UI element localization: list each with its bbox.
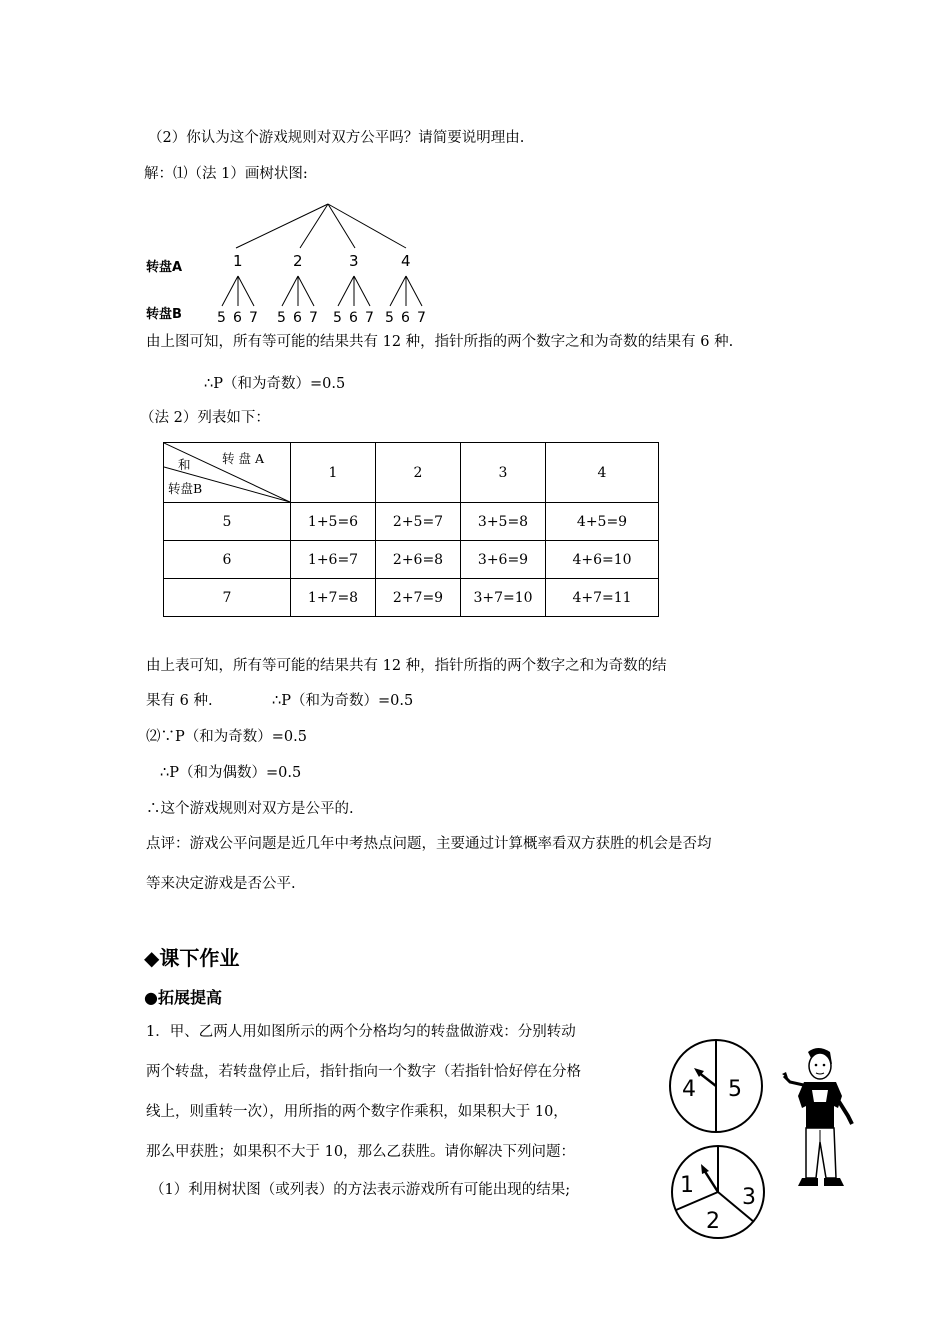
table-summary-2a: 果有 6 种. — [146, 693, 213, 709]
table-cell: 4+6=10 — [546, 541, 659, 579]
problem-1-line-5: （1）利用树状图（或列表）的方法表示游戏所有可能出现的结果; — [150, 1182, 571, 1198]
tree-leaf: 5 — [277, 310, 286, 326]
sum-table — [163, 442, 659, 617]
conclusion: ∴这个游戏规则对双方是公平的. — [146, 801, 354, 817]
tree-node: 2 — [293, 252, 303, 270]
comment-2: 等来决定游戏是否公平. — [146, 876, 296, 892]
probability-even: ∴P（和为偶数）=0.5 — [160, 765, 302, 781]
table-cell: 4+7=11 — [546, 579, 659, 617]
table-col-header: 1 — [291, 443, 376, 503]
table-row — [164, 579, 659, 617]
spinners-illustration — [668, 1032, 768, 1242]
tree-leaf: 7 — [417, 310, 426, 326]
tree-leaf: 7 — [365, 310, 374, 326]
corner-label-bottom: 转盘B — [168, 481, 203, 496]
spinner-bottom-label: 3 — [742, 1185, 756, 1210]
spinner-bottom — [672, 1146, 764, 1238]
spinner-top — [670, 1040, 762, 1132]
table-cell: 2+6=8 — [376, 541, 461, 579]
section-title: ◆课下作业 — [144, 946, 240, 970]
table-cell: 1+7=8 — [291, 579, 376, 617]
corner-label-mid: 和 — [178, 457, 191, 472]
tree-leaf: 5 — [333, 310, 342, 326]
tree-node: 4 — [401, 252, 411, 270]
table-corner-cell — [164, 443, 291, 503]
tree-leaf: 7 — [249, 310, 258, 326]
spinner-bottom-label: 2 — [706, 1209, 720, 1234]
tree-leaf: 6 — [401, 310, 410, 326]
tree-node: 1 — [233, 252, 243, 270]
tree-label-a: 转盘A — [146, 260, 183, 275]
problem-1-line-4: 那么甲获胜；如果积不大于 10，那么乙获胜。请你解决下列问题： — [146, 1144, 576, 1160]
tree-node: 3 — [349, 252, 359, 270]
table-cell: 2+7=9 — [376, 579, 461, 617]
table-row-label: 6 — [164, 541, 291, 579]
corner-label-top: 转 盘 A — [222, 451, 264, 466]
spinner-bottom-label: 1 — [680, 1173, 694, 1198]
table-row-label: 7 — [164, 579, 291, 617]
table-cell: 3+7=10 — [461, 579, 546, 617]
table-summary-1: 由上表可知，所有等可能的结果共有 12 种，指针所指的两个数字之和为奇数的结 — [146, 658, 667, 674]
because-line: ⑵∵P（和为奇数）=0.5 — [146, 729, 307, 745]
tree-leaf: 5 — [217, 310, 226, 326]
tree-leaf: 5 — [385, 310, 394, 326]
tree-leaf: 7 — [309, 310, 318, 326]
tree-leaf: 6 — [233, 310, 242, 326]
solution-intro: 解：⑴（法 1）画树状图: — [144, 166, 308, 182]
table-row — [164, 541, 659, 579]
problem-1-line-3: 线上，则重转一次），用所指的两个数字作乘积，如果积大于 10， — [146, 1104, 568, 1120]
tree-summary: 由上图可知，所有等可能的结果共有 12 种，指针所指的两个数字之和为奇数的结果有 6 种. — [146, 334, 734, 350]
comment-1: 点评：游戏公平问题是近几年中考热点问题，主要通过计算概率看双方获胜的机会是否均 — [146, 836, 712, 852]
table-cell: 1+5=6 — [291, 503, 376, 541]
tree-leaf: 6 — [349, 310, 358, 326]
tree-leaf: 6 — [293, 310, 302, 326]
problem-1-line-2: 两个转盘，若转盘停止后，指针指向一个数字（若指针恰好停在分格 — [146, 1064, 581, 1080]
table-cell: 2+5=7 — [376, 503, 461, 541]
tree-diagram — [140, 196, 440, 336]
question-2: （2）你认为这个游戏规则对双方公平吗？请简要说明理由. — [148, 130, 525, 146]
table-cell: 1+6=7 — [291, 541, 376, 579]
probability-odd: ∴P（和为奇数）=0.5 — [204, 376, 346, 392]
table-summary-2b: ∴P（和为奇数）=0.5 — [272, 693, 414, 709]
problem-1-line-1: 1．甲、乙两人用如图所示的两个分格均匀的转盘做游戏：分别转动 — [146, 1024, 576, 1040]
table-row — [164, 503, 659, 541]
spinner-top-label: 5 — [728, 1077, 742, 1102]
table-col-header: 2 — [376, 443, 461, 503]
table-col-header: 4 — [546, 443, 659, 503]
table-cell: 4+5=9 — [546, 503, 659, 541]
table-cell: 3+5=8 — [461, 503, 546, 541]
tree-label-b: 转盘B — [146, 307, 182, 322]
spinner-top-label: 4 — [682, 1077, 696, 1102]
table-row-label: 5 — [164, 503, 291, 541]
subsection-title: ●拓展提高 — [144, 988, 222, 1007]
table-cell: 3+6=9 — [461, 541, 546, 579]
boy-figure-illustration — [782, 1046, 864, 1196]
method-2: （法 2）列表如下： — [140, 410, 270, 426]
table-col-header: 3 — [461, 443, 546, 503]
